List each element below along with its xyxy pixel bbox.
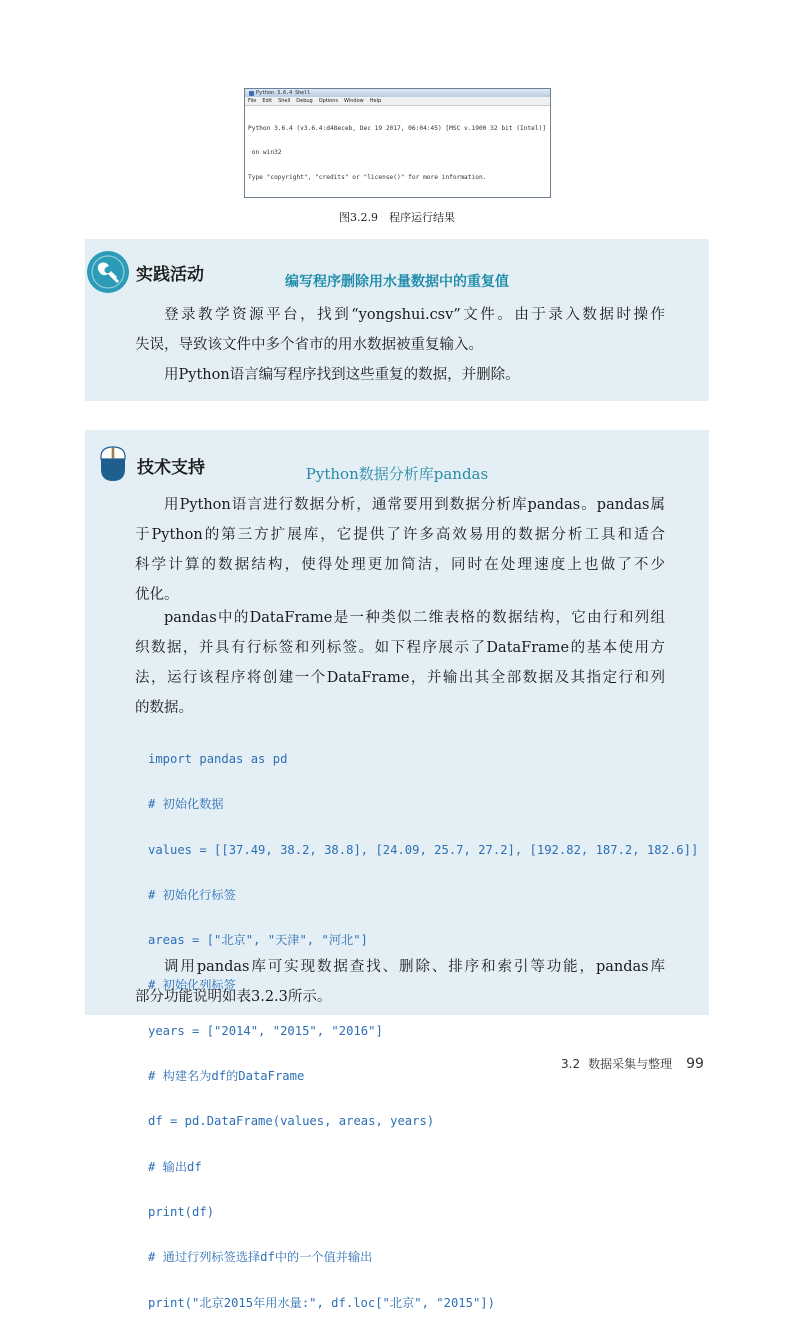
text-line: 于Python的第三方扩展库，它提供了许多高效易用的数据分析工具和适合 — [135, 527, 665, 543]
shell-menu-edit: Edit — [262, 98, 273, 104]
code-comment: # 构建名为df的DataFrame — [148, 1069, 305, 1084]
shell-title-bar — [245, 89, 550, 97]
code-comment: # 初始化数据 — [148, 797, 224, 812]
shell-menu-file: File — [248, 98, 257, 104]
practice-activity-heading: 实践活动 — [136, 265, 204, 285]
dataframe-paragraph — [135, 603, 665, 723]
code-line: df = pd.DataFrame(values, areas, years) — [148, 1114, 435, 1129]
text-line: pandas中的DataFrame是一种类似二维表格的数据结构，它由行和列组 — [164, 610, 665, 626]
text-line: 部分功能说明如表3.2.3所示。 — [135, 989, 332, 1005]
code-block — [148, 723, 698, 1340]
practice-activity-text — [135, 300, 665, 390]
technical-support-heading: 技术支持 — [137, 458, 205, 478]
python-logo-icon — [249, 91, 254, 96]
figure-caption: 图3.2.9 程序运行结果 — [339, 211, 455, 224]
code-comment: # 通过行列标签选择df中的一个值并输出 — [148, 1250, 373, 1265]
text-line: 优化。 — [135, 587, 179, 603]
shell-line: Type "copyright", "credits" or "license()" for more information. — [248, 174, 487, 182]
section-title: 数据采集与整理 — [588, 1057, 673, 1071]
shell-title: Python 3.6.4 Shell — [256, 90, 311, 96]
text-line: 用Python语言编写程序找到这些重复的数据，并删除。 — [164, 367, 520, 383]
shell-menu-bar — [245, 97, 550, 106]
practice-activity-subheading: 编写程序删除用水量数据中的重复值 — [285, 274, 509, 290]
code-line: areas = ["北京", "天津", "河北"] — [148, 933, 368, 948]
code-comment: # 输出df — [148, 1159, 202, 1174]
text-line: 织数据，并具有行标签和列标签。如下程序展示了DataFrame的基本使用方 — [135, 640, 665, 656]
code-line: years = ["2014", "2015", "2016"] — [148, 1023, 383, 1038]
shell-line: on win32 — [248, 149, 282, 157]
shell-menu-window: Window — [344, 98, 364, 104]
text-line: 失误，导致该文件中多个省市的用水数据被重复输入。 — [135, 337, 483, 353]
technical-support-subheading: Python数据分析库pandas — [305, 465, 489, 483]
text-line: 科学计算的数据结构，使得处理更加简洁，同时在处理速度上也做了不少 — [135, 557, 665, 573]
section-number: 3.2 — [561, 1057, 581, 1071]
code-line: values = [[37.49, 38.2, 38.8], [24.09, 25.7, 27.2], [192.82, 187.2, 182.6]] — [148, 842, 699, 857]
text-line: 法，运行该程序将创建一个DataFrame，并输出其全部数据及其指定行和列 — [135, 670, 665, 686]
shell-menu-shell: Shell — [278, 98, 291, 104]
code-comment: # 初始化列标签 — [148, 978, 236, 993]
code-line: print(df) — [148, 1204, 215, 1219]
python-shell-screenshot — [244, 88, 551, 198]
code-comment: # 初始化行标签 — [148, 887, 236, 902]
shell-line: Python 3.6.4 (v3.6.4:d48eceb, Dec 19 2017, 06:04:45) [MSC v.1900 32 bit (Intel)] — [248, 124, 547, 132]
text-line: 调用pandas库可实现数据查找、删除、排序和索引等功能，pandas库 — [164, 959, 665, 975]
pandas-functions-paragraph — [135, 952, 665, 1012]
shell-menu-help: Help — [369, 98, 382, 104]
pandas-intro-paragraph — [135, 490, 665, 610]
text-line: 的数据。 — [135, 700, 193, 716]
page-number: 99 — [686, 1056, 704, 1072]
shell-menu-debug: Debug — [296, 98, 313, 104]
shell-menu-options: Options — [318, 98, 339, 104]
page-footer — [561, 1055, 704, 1072]
shell-output — [245, 106, 550, 198]
code-line: import pandas as pd — [148, 752, 288, 766]
text-line: 用Python语言进行数据分析，通常要用到数据分析库pandas。pandas属 — [164, 497, 665, 513]
text-line: 登录教学资源平台，找到“yongshui.csv”文件。由于录入数据时操作 — [164, 307, 665, 323]
practice-activity-box — [85, 239, 709, 401]
code-line: print("北京2015年用水量:", df.loc["北京", "2015"]) — [148, 1295, 495, 1310]
